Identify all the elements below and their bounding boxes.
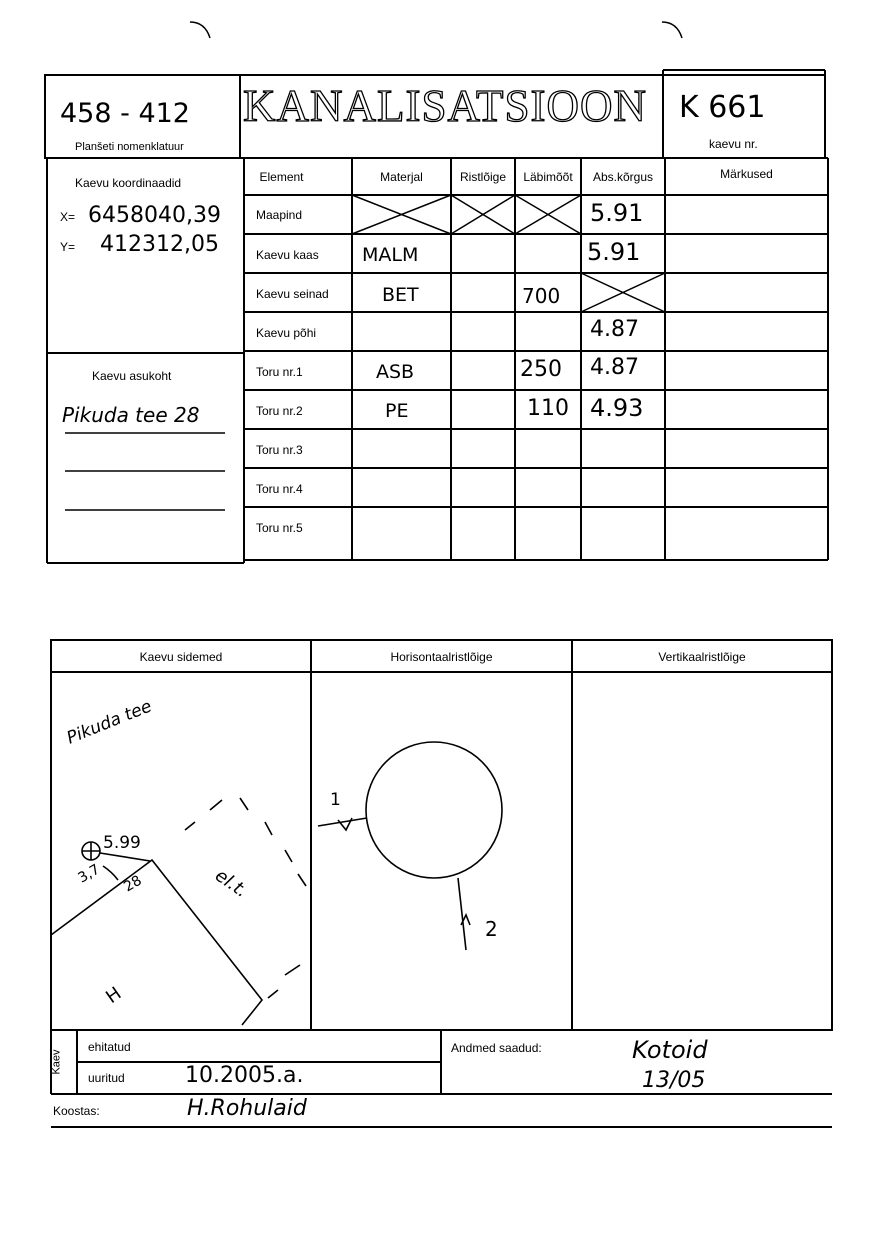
row-element: Maapind	[256, 208, 303, 222]
y-value: 412312,05	[100, 232, 219, 257]
row-diameter: 110	[527, 396, 569, 421]
pipe-1-label: 1	[330, 790, 341, 810]
row-abs-height: 4.93	[590, 394, 644, 422]
row-element: Toru nr.5	[256, 521, 303, 535]
data-source-signature: Kotoid	[632, 1036, 708, 1064]
row-abs-height: 5.91	[587, 238, 641, 266]
row-material: ASB	[376, 361, 415, 383]
row-element: Kaevu põhi	[256, 326, 317, 340]
row-element: Toru nr.1	[256, 365, 303, 379]
surveyed-label: uuritud	[88, 1071, 125, 1085]
nomenclature-label: Planšeti nomenklatuur	[75, 141, 184, 153]
x-label: X=	[60, 210, 76, 224]
built-label: ehitatud	[88, 1040, 131, 1054]
vertical-section-header: Vertikaalristlõige	[658, 650, 746, 664]
col-header-cross-section: Ristlõige	[459, 169, 507, 184]
sketch-distance-2: 28	[121, 872, 145, 896]
row-material: MALM	[362, 244, 419, 266]
row-abs-height: 4.87	[590, 355, 639, 380]
row-material: BET	[382, 284, 419, 306]
sketch-street-label: Pikuda tee	[64, 696, 155, 749]
connections-header: Kaevu sidemed	[139, 650, 223, 664]
data-source-date: 13/05	[642, 1068, 706, 1093]
row-element: Kaevu seinad	[256, 287, 329, 301]
row-abs-height: 4.87	[590, 317, 639, 342]
coordinates-label: Kaevu koordinaadid	[75, 176, 182, 190]
compiled-value: H.Rohulaid	[187, 1096, 307, 1121]
pipe-2-label: 2	[485, 917, 498, 941]
col-header-abs-height: Abs.kõrgus	[592, 169, 654, 184]
row-diameter: 250	[520, 357, 562, 382]
well-number-label: kaevu nr.	[709, 137, 758, 151]
lower-frame	[51, 640, 832, 1030]
location-label: Kaevu asukoht	[92, 369, 172, 383]
compiled-label: Koostas:	[53, 1104, 100, 1118]
row-material: PE	[385, 400, 409, 422]
horizontal-section	[318, 742, 502, 950]
row-element: Toru nr.4	[256, 482, 303, 496]
row-element: Toru nr.2	[256, 404, 303, 418]
col-header-material: Materjal	[380, 169, 423, 184]
sketch-elevation: 5.99	[103, 833, 141, 853]
nomenclature-value: 458 - 412	[60, 98, 190, 129]
row-element: Toru nr.3	[256, 443, 303, 457]
well-number-value: K 661	[679, 90, 766, 125]
col-header-diameter: Läbimõõt	[523, 169, 573, 184]
location-sketch	[51, 798, 306, 1025]
col-header-element: Element	[259, 169, 304, 184]
data-source-label: Andmed saadud:	[451, 1041, 542, 1055]
y-label: Y=	[60, 240, 76, 254]
row-element: Kaevu kaas	[256, 248, 319, 262]
sketch-distance-1: 3,7	[75, 861, 103, 887]
location-value: Pikuda tee 28	[62, 403, 200, 427]
page-title: KANALISATSIOON	[243, 81, 647, 131]
footer-side-label: Kaev	[50, 1049, 63, 1075]
sketch-building-label: el.t.	[211, 864, 252, 903]
surveyed-value: 10.2005.a.	[185, 1063, 304, 1088]
col-header-remarks: Märkused	[720, 166, 773, 181]
footer-lines	[51, 1030, 832, 1127]
horizontal-section-header: Horisontaalristlõige	[390, 650, 493, 664]
sketch-h-label: H	[102, 983, 126, 1008]
row-abs-height: 5.91	[590, 199, 644, 227]
row-diameter: 700	[522, 284, 561, 308]
x-value: 6458040,39	[88, 203, 221, 228]
